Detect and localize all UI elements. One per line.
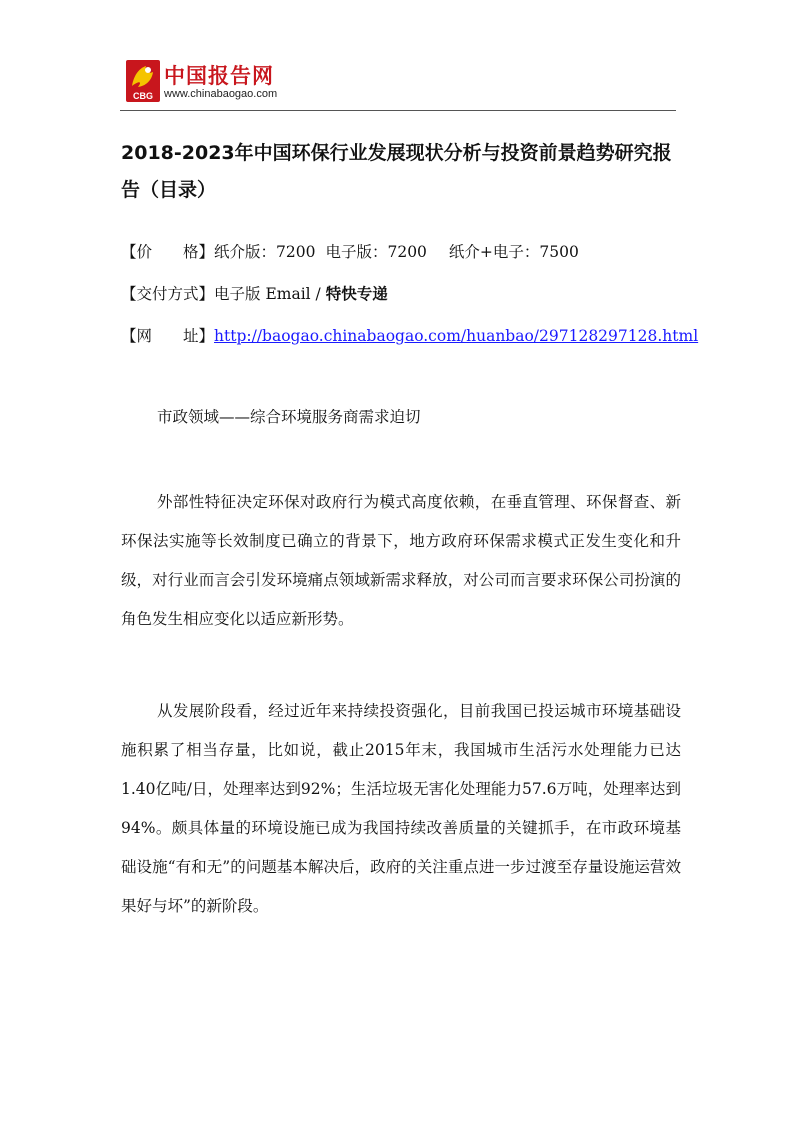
report-url-link[interactable]: http://baogao.chinabaogao.com/huanbao/297128297128.html [214,327,699,345]
logo [126,58,296,106]
report-title: 2018-2023年中国环保行业发展现状分析与投资前景趋势研究报告（目录） [121,142,672,201]
price-combo: 纸介+电子：7500 [448,243,579,261]
price-electronic: 电子版：7200 [325,243,427,261]
url-label: 【网 址】 [121,327,215,345]
brand-name: 中国报告网 [164,64,274,88]
logo-badge-text: CBG [133,91,153,101]
delivery-separator: / [310,285,326,303]
brand-url: www.chinabaogao.com [164,88,278,100]
delivery-express: 特快专递 [325,284,388,303]
price-paper: 纸介版：7200 [214,243,316,261]
url-row [121,324,698,346]
paragraph-2: 从发展阶段看，经过近年来持续投资强化，目前我国已投运城市环境基础设施积累了相当存量，比如说，截止2015年末，我国城市生活污水处理能力已达1.40亿吨/日，处理率达到92%；生活垃圾无害化处理能力57.6万吨，处理率达到94%。颇具体量的环境设施已成为我国持续改善质量的关键抓手，在市政环境基础设施“有和无”的问题基本解决后，政府的关注重点进一步过渡至存量设施运营效果好与坏”的新阶段。 [121,702,681,915]
price-row [121,240,579,262]
paragraph-1: 外部性特征决定环保对政府行为模式高度依赖，在垂直管理、环保督查、新环保法实施等长效制度已确立的背景下，地方政府环保需求模式正发生变化和升级，对行业而言会引发环境痛点领域新需求释放，对公司而言要求环保公司扮演的角色发生相应变化以适应新形势。 [121,493,681,628]
price-label: 【价 格】 [121,243,215,261]
delivery-value: 电子版 Email [214,285,311,303]
logo-icon [126,60,160,102]
delivery-row [121,282,388,304]
section-heading: 市政领域——综合环境服务商需求迫切 [157,408,421,426]
header-divider [120,110,676,111]
delivery-label: 【交付方式】 [121,285,215,303]
